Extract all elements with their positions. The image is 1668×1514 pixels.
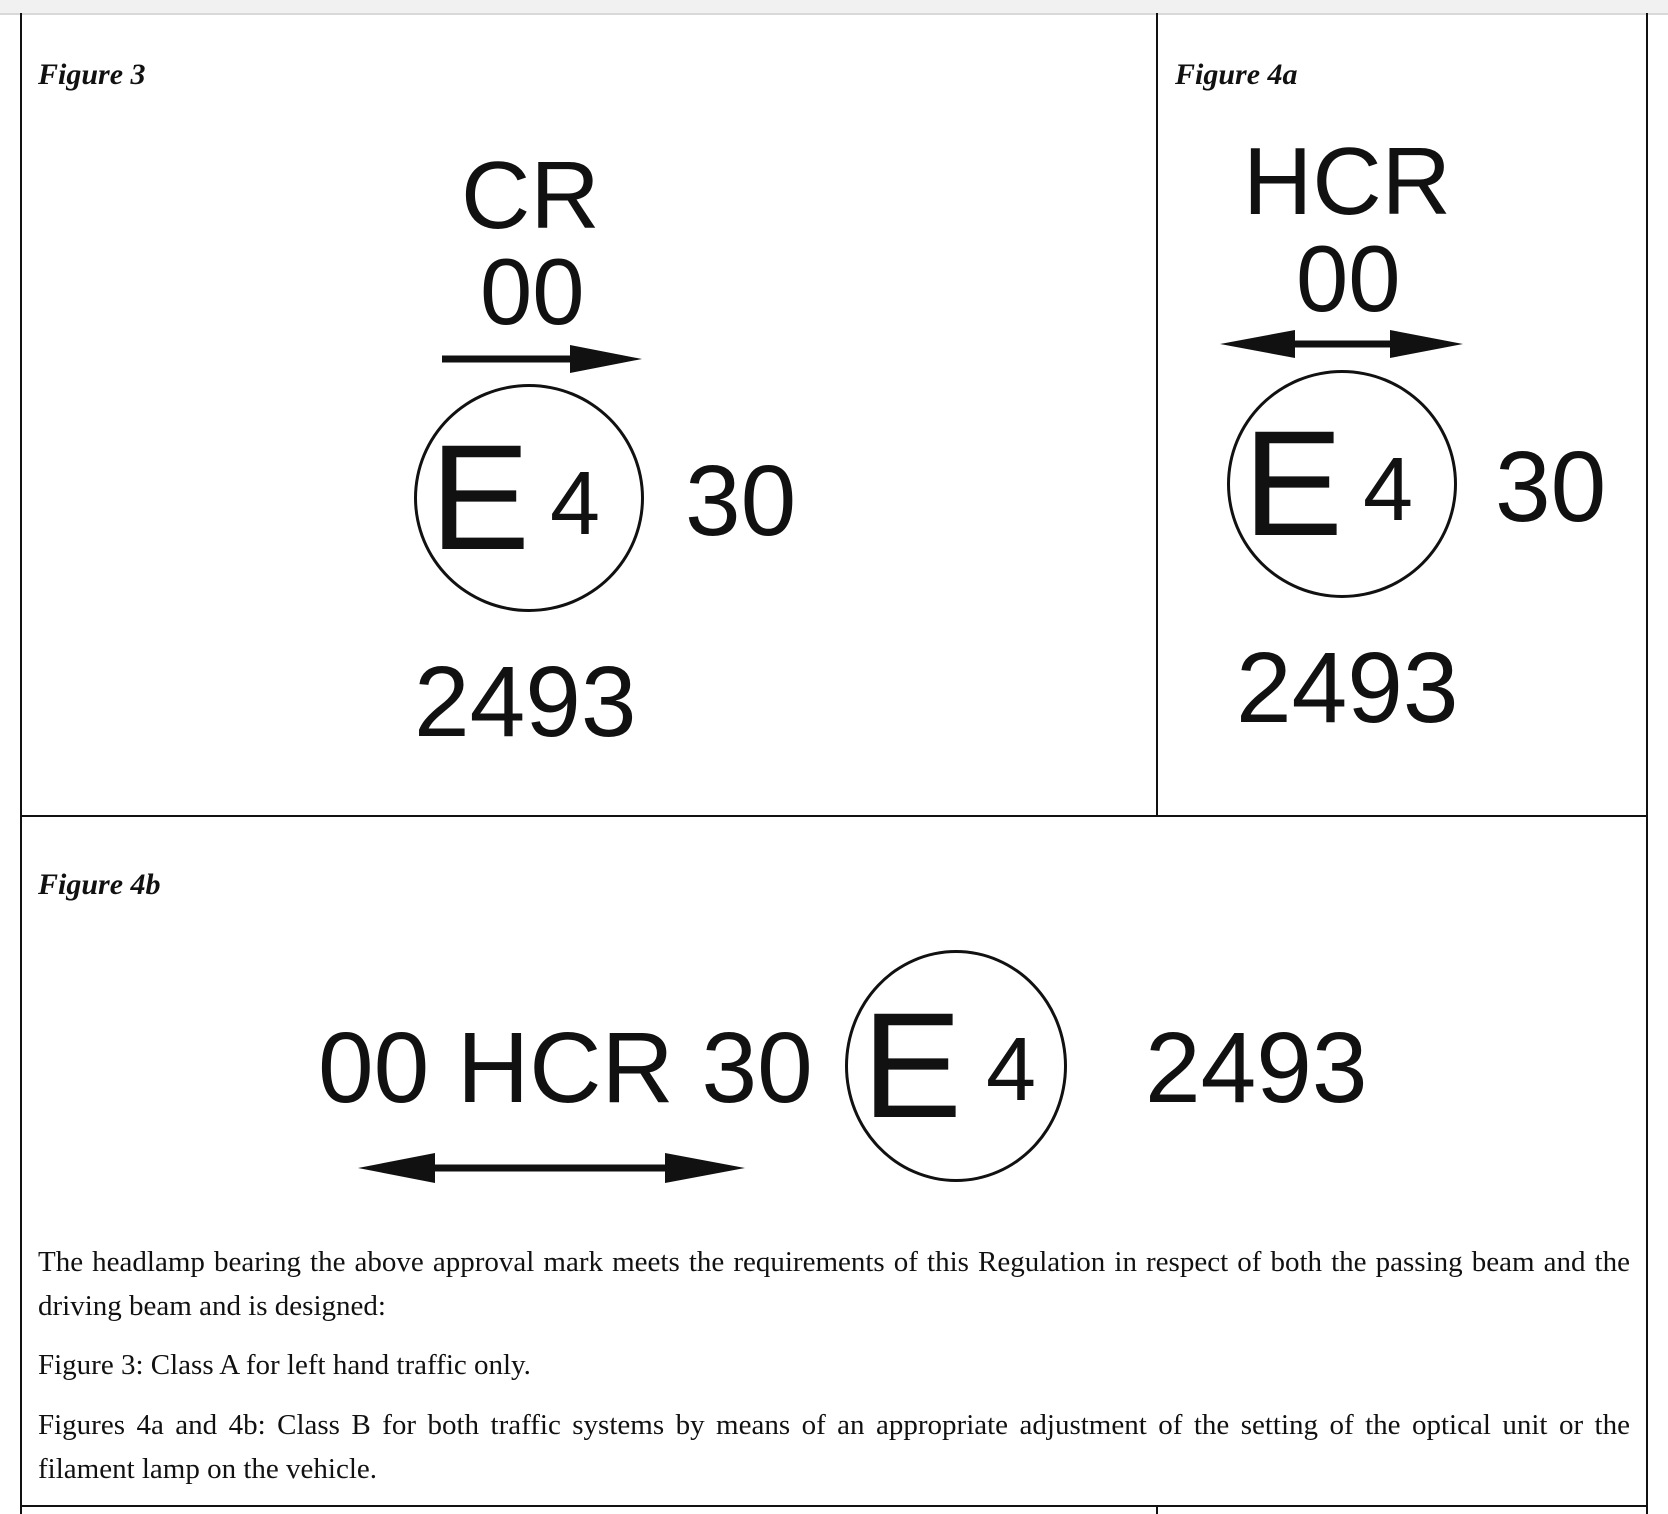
- figure-3-country-code: E: [430, 413, 531, 581]
- figure-4b-country-code: E: [862, 981, 963, 1149]
- figure-4b-caption: Figure 4b: [38, 868, 161, 901]
- figure-3-approval-number: 2493: [414, 646, 637, 758]
- figure-4a-series: 00: [1296, 226, 1401, 331]
- figure-4a-country-code: E: [1243, 399, 1344, 567]
- figure-4a-country-number: 4: [1363, 440, 1414, 540]
- figure-4b-inline-mark: 00 HCR 30: [318, 1012, 813, 1124]
- description-figure-3-note: Figure 3: Class A for left hand traffic only.: [38, 1349, 531, 1381]
- description-figure-4-note: Figures 4a and 4b: Class B for both traffic systems by means of an appropriate adjustment of the setting of the optical unit or the filament lamp on the vehicle.: [38, 1409, 1630, 1485]
- figure-3-intensity: 30: [685, 445, 797, 557]
- figure-4a-approval-number: 2493: [1236, 632, 1459, 744]
- figure-3-series: 00: [480, 239, 585, 344]
- figure-3-class-code: CR: [461, 142, 600, 249]
- figure-4a-intensity: 30: [1495, 431, 1607, 543]
- description-intro: The headlamp bearing the above approval mark meets the requirements of this Regulation in respect of both the passing beam and the driving beam and is designed:: [38, 1246, 1630, 1322]
- figure-4b-country-number: 4: [986, 1020, 1037, 1120]
- figure-3-caption: Figure 3: [38, 58, 146, 91]
- figure-4a-class-code: HCR: [1243, 128, 1451, 235]
- figure-4b-approval-number: 2493: [1145, 1012, 1368, 1124]
- figure-3-country-number: 4: [550, 454, 601, 554]
- figure-4a-caption: Figure 4a: [1175, 58, 1298, 91]
